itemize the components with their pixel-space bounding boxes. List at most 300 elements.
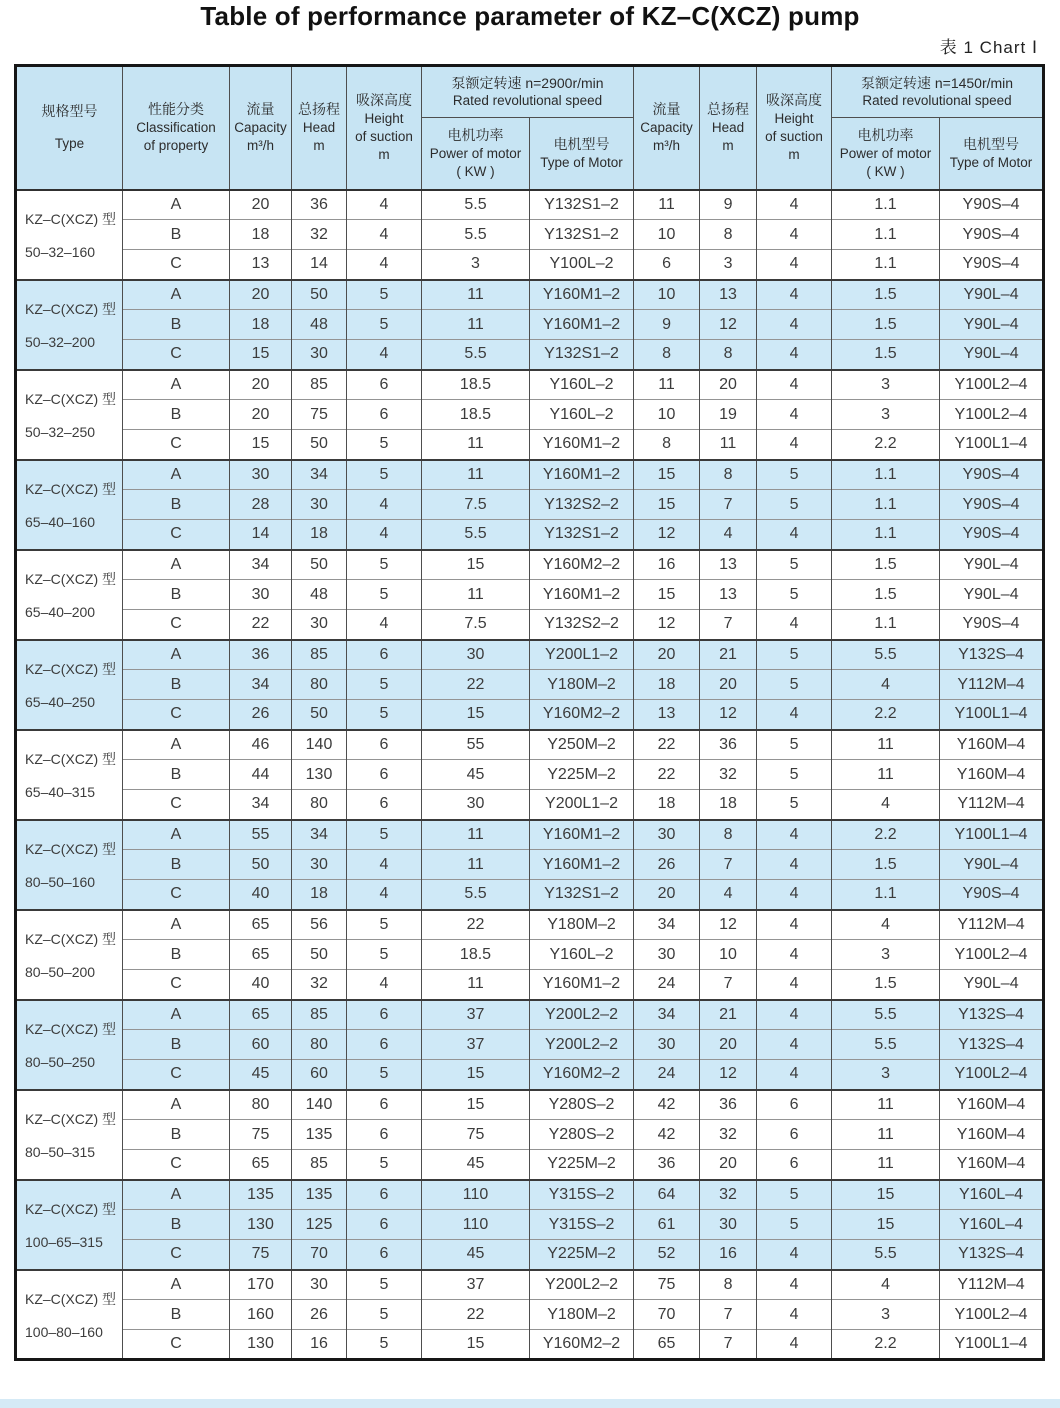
cell-capacity-1450: 42 <box>634 1120 700 1150</box>
cell-suction-2900: 5 <box>347 580 422 610</box>
cell-power-1450: 11 <box>832 1150 940 1180</box>
cell-capacity-1450: 12 <box>634 610 700 640</box>
cell-capacity-2900: 15 <box>230 340 292 370</box>
col-header-head-2900 <box>292 66 347 190</box>
cell-head-2900: 16 <box>292 1330 347 1360</box>
cell-capacity-2900: 65 <box>230 910 292 940</box>
table-row <box>16 790 1044 820</box>
pump-model-label: KZ–C(XCZ) 型 <box>25 1201 116 1217</box>
cell-power-1450: 1.5 <box>832 580 940 610</box>
cell-motor-1450: Y160M–4 <box>940 730 1044 760</box>
cell-capacity-2900: 46 <box>230 730 292 760</box>
cell-head-2900: 32 <box>292 220 347 250</box>
cell-suction-2900: 6 <box>347 640 422 670</box>
cell-power-2900: 75 <box>422 1120 530 1150</box>
pump-model-label: KZ–C(XCZ) 型 <box>25 1021 116 1037</box>
cell-suction-2900: 5 <box>347 820 422 850</box>
cell-suction-1450: 4 <box>757 190 832 220</box>
cell-suction-2900: 6 <box>347 1090 422 1120</box>
pump-model-label: KZ–C(XCZ) 型 <box>25 751 116 767</box>
cell-head-2900: 50 <box>292 280 347 310</box>
pump-type-cell <box>16 550 123 640</box>
col-header-power-1450 <box>832 118 940 190</box>
pump-model-label: KZ–C(XCZ) 型 <box>25 481 116 497</box>
cell-suction-1450: 4 <box>757 910 832 940</box>
cell-capacity-1450: 12 <box>634 520 700 550</box>
cell-head-2900: 140 <box>292 1090 347 1120</box>
cell-motor-1450: Y112M–4 <box>940 670 1044 700</box>
header-line: ( KW ) <box>456 163 495 179</box>
cell-motor-2900: Y160L–2 <box>530 400 634 430</box>
cell-capacity-1450: 22 <box>634 760 700 790</box>
col-header-capacity-2900 <box>230 66 292 190</box>
table-row <box>16 220 1044 250</box>
cell-motor-2900: Y200L2–2 <box>530 1000 634 1030</box>
pump-group <box>16 370 1044 460</box>
cell-power-2900: 15 <box>422 700 530 730</box>
cell-capacity-2900: 34 <box>230 670 292 700</box>
pump-type-cell <box>16 1270 123 1360</box>
cell-head-1450: 30 <box>700 1210 757 1240</box>
class-cell: C <box>123 430 230 460</box>
cell-head-1450: 4 <box>700 520 757 550</box>
cell-suction-1450: 4 <box>757 1330 832 1360</box>
cell-head-2900: 70 <box>292 1240 347 1270</box>
cell-motor-2900: Y225M–2 <box>530 760 634 790</box>
table-row <box>16 550 1044 580</box>
cell-head-2900: 135 <box>292 1180 347 1210</box>
table-row <box>16 370 1044 400</box>
cell-head-1450: 9 <box>700 190 757 220</box>
cell-power-1450: 4 <box>832 910 940 940</box>
cell-head-1450: 8 <box>700 220 757 250</box>
cell-capacity-1450: 64 <box>634 1180 700 1210</box>
pump-group <box>16 460 1044 550</box>
cell-capacity-2900: 44 <box>230 760 292 790</box>
class-cell: C <box>123 250 230 280</box>
cell-head-1450: 20 <box>700 670 757 700</box>
cell-power-1450: 11 <box>832 1120 940 1150</box>
cell-motor-2900: Y315S–2 <box>530 1210 634 1240</box>
cell-suction-1450: 4 <box>757 1240 832 1270</box>
cell-head-1450: 12 <box>700 1060 757 1090</box>
cell-capacity-2900: 18 <box>230 220 292 250</box>
cell-motor-1450: Y100L2–4 <box>940 400 1044 430</box>
cell-power-2900: 11 <box>422 580 530 610</box>
cell-motor-2900: Y200L2–2 <box>530 1030 634 1060</box>
cell-power-2900: 11 <box>422 850 530 880</box>
pump-type-cell <box>16 820 123 910</box>
class-cell: B <box>123 1030 230 1060</box>
cell-capacity-2900: 26 <box>230 700 292 730</box>
class-cell: B <box>123 310 230 340</box>
table-row <box>16 940 1044 970</box>
cell-suction-2900: 4 <box>347 520 422 550</box>
class-cell: C <box>123 1330 230 1360</box>
cell-capacity-1450: 34 <box>634 1000 700 1030</box>
cell-motor-1450: Y90S–4 <box>940 220 1044 250</box>
cell-suction-1450: 4 <box>757 520 832 550</box>
cell-capacity-1450: 8 <box>634 340 700 370</box>
cell-capacity-2900: 34 <box>230 790 292 820</box>
cell-head-1450: 10 <box>700 940 757 970</box>
class-cell: B <box>123 1300 230 1330</box>
class-cell: A <box>123 1270 230 1300</box>
cell-motor-2900: Y160M2–2 <box>530 1060 634 1090</box>
cell-motor-1450: Y90L–4 <box>940 340 1044 370</box>
cell-motor-2900: Y132S2–2 <box>530 610 634 640</box>
cell-suction-1450: 5 <box>757 1180 832 1210</box>
pump-group <box>16 1270 1044 1360</box>
cell-power-1450: 5.5 <box>832 1030 940 1060</box>
cell-head-2900: 85 <box>292 370 347 400</box>
cell-power-1450: 15 <box>832 1180 940 1210</box>
cell-suction-2900: 6 <box>347 1210 422 1240</box>
cell-head-2900: 75 <box>292 400 347 430</box>
cell-suction-2900: 4 <box>347 490 422 520</box>
cell-capacity-2900: 36 <box>230 640 292 670</box>
cell-head-1450: 36 <box>700 730 757 760</box>
table-row <box>16 580 1044 610</box>
cell-suction-2900: 4 <box>347 220 422 250</box>
cell-head-1450: 32 <box>700 760 757 790</box>
cell-suction-1450: 5 <box>757 670 832 700</box>
pump-size-label: 65–40–315 <box>25 784 96 800</box>
cell-capacity-2900: 60 <box>230 1030 292 1060</box>
cell-motor-2900: Y160M1–2 <box>530 280 634 310</box>
header-line: 电机型号 <box>553 135 610 152</box>
cell-head-1450: 20 <box>700 1150 757 1180</box>
class-cell: B <box>123 850 230 880</box>
cell-capacity-2900: 75 <box>230 1240 292 1270</box>
class-cell: C <box>123 1150 230 1180</box>
pump-group <box>16 550 1044 640</box>
header-line: Height <box>774 111 814 126</box>
col-header-head-1450 <box>700 66 757 190</box>
cell-power-2900: 11 <box>422 460 530 490</box>
cell-power-2900: 18.5 <box>422 370 530 400</box>
cell-power-2900: 15 <box>422 1090 530 1120</box>
cell-suction-1450: 4 <box>757 220 832 250</box>
cell-head-1450: 13 <box>700 280 757 310</box>
pump-model-label: KZ–C(XCZ) 型 <box>25 571 116 587</box>
header-line: Power of motor <box>429 145 522 161</box>
cell-power-1450: 1.5 <box>832 850 940 880</box>
cell-capacity-2900: 80 <box>230 1090 292 1120</box>
cell-capacity-2900: 22 <box>230 610 292 640</box>
cell-motor-1450: Y100L2–4 <box>940 940 1044 970</box>
cell-head-1450: 3 <box>700 250 757 280</box>
cell-capacity-2900: 20 <box>230 190 292 220</box>
cell-suction-2900: 6 <box>347 370 422 400</box>
pump-size-label: 65–40–250 <box>25 694 96 710</box>
col-header-motor-1450 <box>940 118 1044 190</box>
cell-capacity-1450: 42 <box>634 1090 700 1120</box>
cell-suction-1450: 4 <box>757 610 832 640</box>
cell-capacity-1450: 16 <box>634 550 700 580</box>
col-header-capacity-1450 <box>634 66 700 190</box>
cell-capacity-2900: 65 <box>230 1000 292 1030</box>
pump-size-label: 100–80–160 <box>25 1323 103 1340</box>
cell-head-2900: 135 <box>292 1120 347 1150</box>
cell-head-2900: 56 <box>292 910 347 940</box>
pump-group <box>16 280 1044 370</box>
cell-head-2900: 85 <box>292 1150 347 1180</box>
cell-head-1450: 7 <box>700 970 757 1000</box>
table-row <box>16 400 1044 430</box>
cell-motor-1450: Y90L–4 <box>940 280 1044 310</box>
cell-suction-2900: 6 <box>347 760 422 790</box>
header-line: 电机功率 <box>447 126 504 143</box>
cell-capacity-1450: 20 <box>634 880 700 910</box>
class-cell: A <box>123 370 230 400</box>
col-header-suction-1450 <box>757 66 832 190</box>
cell-head-2900: 18 <box>292 520 347 550</box>
cell-suction-1450: 4 <box>757 280 832 310</box>
cell-motor-2900: Y200L1–2 <box>530 640 634 670</box>
header-line: of property <box>143 138 209 154</box>
header-line: Type of Motor <box>540 154 623 170</box>
header-line: Head <box>302 120 336 136</box>
pump-model-label: KZ–C(XCZ) 型 <box>25 301 116 317</box>
pump-size-label: 80–50–315 <box>25 1144 96 1160</box>
cell-motor-1450: Y160M–4 <box>940 760 1044 790</box>
cell-motor-2900: Y132S1–2 <box>530 220 634 250</box>
page-title: Table of performance parameter of KZ–C(XCZ) pump <box>200 1 860 31</box>
cell-head-2900: 50 <box>292 700 347 730</box>
class-cell: B <box>123 940 230 970</box>
class-cell: A <box>123 1180 230 1210</box>
pump-type-cell <box>16 640 123 730</box>
cell-capacity-2900: 130 <box>230 1210 292 1240</box>
pump-size-label: 80–50–250 <box>25 1054 96 1070</box>
pump-type-cell <box>16 1000 123 1090</box>
header-line: 性能分类 <box>148 101 204 118</box>
cell-motor-2900: Y160M2–2 <box>530 550 634 580</box>
pump-group <box>16 1180 1044 1270</box>
table-row <box>16 1300 1044 1330</box>
cell-head-2900: 85 <box>292 1000 347 1030</box>
cell-power-1450: 2.2 <box>832 430 940 460</box>
cell-motor-1450: Y90L–4 <box>940 850 1044 880</box>
cell-power-2900: 15 <box>422 1330 530 1360</box>
cell-suction-2900: 5 <box>347 940 422 970</box>
pump-type-cell <box>16 730 123 820</box>
cell-motor-2900: Y132S1–2 <box>530 520 634 550</box>
cell-motor-2900: Y225M–2 <box>530 1150 634 1180</box>
cell-motor-1450: Y112M–4 <box>940 790 1044 820</box>
col-header-classification <box>123 66 230 190</box>
cell-suction-1450: 6 <box>757 1150 832 1180</box>
cell-motor-1450: Y100L2–4 <box>940 1300 1044 1330</box>
cell-motor-2900: Y160M1–2 <box>530 430 634 460</box>
class-cell: B <box>123 490 230 520</box>
pump-size-label: 80–50–200 <box>25 964 96 980</box>
cell-capacity-2900: 20 <box>230 280 292 310</box>
cell-power-1450: 3 <box>832 370 940 400</box>
cell-capacity-2900: 14 <box>230 520 292 550</box>
header-line: 流量 <box>652 101 681 118</box>
table-row <box>16 280 1044 310</box>
cell-capacity-2900: 28 <box>230 490 292 520</box>
cell-power-1450: 5.5 <box>832 1240 940 1270</box>
cell-head-2900: 50 <box>292 430 347 460</box>
cell-head-1450: 16 <box>700 1240 757 1270</box>
cell-power-2900: 110 <box>422 1210 530 1240</box>
cell-power-1450: 2.2 <box>832 820 940 850</box>
pump-size-label: 80–50–160 <box>25 874 96 890</box>
cell-motor-2900: Y225M–2 <box>530 1240 634 1270</box>
class-cell: A <box>123 910 230 940</box>
cell-power-2900: 37 <box>422 1030 530 1060</box>
class-cell: C <box>123 1240 230 1270</box>
header-line: Power of motor <box>839 145 932 161</box>
cell-power-1450: 4 <box>832 1270 940 1300</box>
class-cell: A <box>123 730 230 760</box>
cell-motor-1450: Y100L1–4 <box>940 820 1044 850</box>
cell-suction-1450: 4 <box>757 820 832 850</box>
cell-capacity-2900: 45 <box>230 1060 292 1090</box>
header-line: m <box>378 147 390 163</box>
pump-model-label: KZ–C(XCZ) 型 <box>25 211 116 227</box>
cell-capacity-2900: 130 <box>230 1330 292 1360</box>
header-line: Head <box>711 120 745 136</box>
cell-motor-1450: Y160L–4 <box>940 1210 1044 1240</box>
cell-motor-2900: Y200L2–2 <box>530 1270 634 1300</box>
table-row <box>16 820 1044 850</box>
cell-power-2900: 11 <box>422 430 530 460</box>
cell-suction-1450: 4 <box>757 940 832 970</box>
cell-head-1450: 7 <box>700 1330 757 1360</box>
cell-suction-1450: 5 <box>757 760 832 790</box>
cell-head-2900: 36 <box>292 190 347 220</box>
cell-head-2900: 125 <box>292 1210 347 1240</box>
table-row <box>16 490 1044 520</box>
cell-capacity-1450: 22 <box>634 730 700 760</box>
cell-capacity-1450: 8 <box>634 430 700 460</box>
cell-head-1450: 19 <box>700 400 757 430</box>
header-line: 总扬程 <box>707 101 750 118</box>
cell-power-1450: 3 <box>832 400 940 430</box>
cell-motor-1450: Y90S–4 <box>940 880 1044 910</box>
cell-suction-1450: 6 <box>757 1090 832 1120</box>
cell-suction-1450: 5 <box>757 550 832 580</box>
cell-power-2900: 22 <box>422 670 530 700</box>
header-line: m <box>313 138 325 154</box>
cell-capacity-1450: 20 <box>634 640 700 670</box>
table-row <box>16 730 1044 760</box>
cell-suction-2900: 6 <box>347 730 422 760</box>
pump-type-cell <box>16 910 123 1000</box>
header-line: Classification <box>136 120 216 136</box>
performance-table <box>14 64 1045 1361</box>
header-line: m <box>722 138 734 154</box>
header-line: ( KW ) <box>866 163 905 179</box>
class-cell: A <box>123 1090 230 1120</box>
table-row <box>16 910 1044 940</box>
page-bottom-strip <box>0 1399 1060 1408</box>
cell-power-1450: 15 <box>832 1210 940 1240</box>
cell-motor-1450: Y90S–4 <box>940 250 1044 280</box>
cell-capacity-1450: 15 <box>634 460 700 490</box>
cell-power-2900: 45 <box>422 760 530 790</box>
cell-capacity-1450: 24 <box>634 970 700 1000</box>
cell-suction-2900: 5 <box>347 1150 422 1180</box>
cell-motor-1450: Y132S–4 <box>940 1030 1044 1060</box>
cell-suction-2900: 6 <box>347 1180 422 1210</box>
table-row <box>16 1180 1044 1210</box>
cell-head-2900: 80 <box>292 670 347 700</box>
cell-head-1450: 8 <box>700 460 757 490</box>
pump-type-cell <box>16 370 123 460</box>
cell-head-1450: 12 <box>700 700 757 730</box>
cell-motor-1450: Y100L1–4 <box>940 430 1044 460</box>
cell-suction-2900: 5 <box>347 1300 422 1330</box>
cell-head-1450: 36 <box>700 1090 757 1120</box>
pump-size-label: 50–32–160 <box>25 244 96 260</box>
cell-motor-1450: Y160M–4 <box>940 1120 1044 1150</box>
class-cell: A <box>123 460 230 490</box>
header-line: 泵额定转速 n=1450r/min <box>860 74 1014 91</box>
cell-head-1450: 8 <box>700 340 757 370</box>
cell-suction-1450: 4 <box>757 850 832 880</box>
cell-capacity-1450: 30 <box>634 1030 700 1060</box>
table-row <box>16 340 1044 370</box>
cell-suction-2900: 5 <box>347 550 422 580</box>
cell-motor-2900: Y180M–2 <box>530 670 634 700</box>
cell-motor-2900: Y180M–2 <box>530 1300 634 1330</box>
class-cell: B <box>123 580 230 610</box>
cell-motor-2900: Y160M1–2 <box>530 580 634 610</box>
cell-power-2900: 110 <box>422 1180 530 1210</box>
header-line: m³/h <box>653 138 681 154</box>
col-header-motor-2900 <box>530 118 634 190</box>
cell-capacity-1450: 18 <box>634 670 700 700</box>
header-line: Rated revolutional speed <box>452 93 603 109</box>
cell-suction-1450: 4 <box>757 970 832 1000</box>
cell-motor-2900: Y160M1–2 <box>530 820 634 850</box>
cell-capacity-2900: 34 <box>230 550 292 580</box>
cell-suction-2900: 5 <box>347 460 422 490</box>
cell-motor-1450: Y132S–4 <box>940 1000 1044 1030</box>
cell-head-1450: 7 <box>700 490 757 520</box>
class-cell: B <box>123 220 230 250</box>
cell-suction-1450: 5 <box>757 790 832 820</box>
cell-power-2900: 15 <box>422 550 530 580</box>
table-row <box>16 250 1044 280</box>
cell-power-2900: 7.5 <box>422 610 530 640</box>
cell-capacity-1450: 26 <box>634 850 700 880</box>
cell-capacity-1450: 11 <box>634 190 700 220</box>
cell-head-2900: 48 <box>292 310 347 340</box>
cell-motor-1450: Y90L–4 <box>940 550 1044 580</box>
cell-head-1450: 21 <box>700 1000 757 1030</box>
cell-power-2900: 11 <box>422 970 530 1000</box>
table-row <box>16 640 1044 670</box>
cell-head-2900: 48 <box>292 580 347 610</box>
cell-motor-1450: Y112M–4 <box>940 1270 1044 1300</box>
cell-power-2900: 5.5 <box>422 340 530 370</box>
table-row <box>16 880 1044 910</box>
cell-head-2900: 50 <box>292 940 347 970</box>
cell-suction-2900: 6 <box>347 790 422 820</box>
cell-power-1450: 4 <box>832 790 940 820</box>
col-header-speed-2900 <box>422 66 634 118</box>
cell-power-1450: 1.1 <box>832 520 940 550</box>
header-line: Capacity <box>234 120 287 136</box>
table-row <box>16 1150 1044 1180</box>
cell-head-1450: 32 <box>700 1120 757 1150</box>
